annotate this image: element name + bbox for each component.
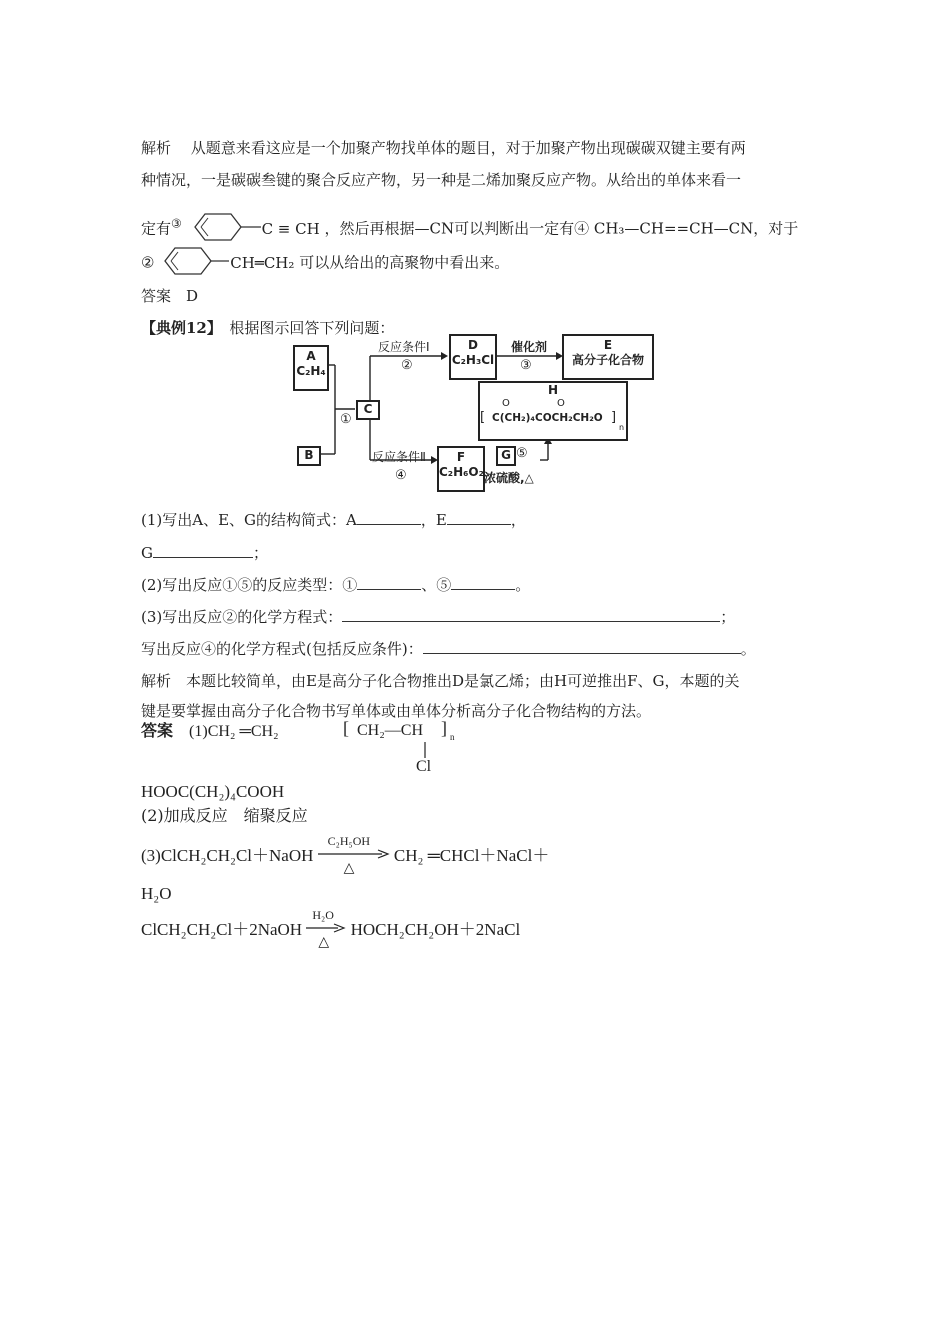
pvc-polymer: [ CH₂—CH ] n Cl	[343, 718, 455, 775]
answer1: 答案 D	[141, 287, 199, 305]
node-A: A C₂H₄	[293, 345, 329, 391]
node-F: F C₂H₆O₂	[437, 446, 485, 492]
question-3: (3)写出反应②的化学方程式： ；	[141, 608, 736, 626]
answer-blank-eq2[interactable]	[342, 607, 720, 622]
node-G: G	[496, 446, 516, 466]
node-H: H O O [ C(CH₂)₄COCH₂CH₂O ] n	[478, 381, 628, 441]
analysis1-line2: 种情况，一是碳碳叁键的聚合反应产物，另一种是二烯加聚反应产物。从给出的单体来看一	[141, 171, 742, 189]
analysis2-line1: 解析 本题比较简单，由E是高分子化合物推出D是氯乙烯；由H可逆推出F、G，本题的关	[141, 672, 740, 690]
condition-1: 反应条件Ⅰ	[378, 340, 430, 354]
question-2: (2)写出反应①⑤的反应类型：① 、⑤ 。	[141, 576, 531, 594]
step-5-label: ⑤	[516, 446, 528, 461]
reaction-arrow-1: C₂H₅OH △	[318, 847, 390, 867]
answer2-g: HOOC(CH₂)₄COOH	[141, 782, 285, 801]
diagram-connectors	[0, 0, 950, 500]
question-1: (1)写出A、E、G的结构简式：A ，E ，	[141, 511, 526, 529]
node-E: E 高分子化合物	[562, 334, 654, 380]
node-B: B	[297, 446, 321, 466]
answer2-eq1: (3)ClCH₂CH₂Cl＋NaOH C₂H₅OH △ CH₂ ═CHCl＋NaCl＋	[141, 834, 550, 877]
answer2-line1: 答案 (1)CH₂ ═CH₂	[141, 723, 279, 740]
step-2-label: ②	[401, 358, 413, 373]
answer-blank-G[interactable]	[153, 543, 253, 558]
analysis1-line3: 定有③ C ≡ CH ，然后再根据—CN可以判断出一定有④ CH₃—CH==CH—CN，对于	[141, 210, 798, 249]
catalyst-label: 催化剂	[511, 340, 548, 354]
question-4: 写出反应④的化学方程式(包括反应条件)： 。	[141, 640, 756, 658]
question-1-cont: G ；	[141, 544, 268, 562]
answer2-eq1-cont: H₂O	[141, 884, 172, 903]
example-heading: 【典例12】 根据图示回答下列问题：	[141, 319, 395, 337]
analysis-label: 解析	[141, 139, 172, 157]
condition-2: 反应条件Ⅱ	[372, 450, 426, 464]
node-D: D C₂H₃Cl	[449, 334, 497, 380]
analysis1-line4: ② CH═CH₂ 可以从给出的高聚物中看出来。	[141, 244, 509, 283]
answer-blank-type-1[interactable]	[357, 575, 421, 590]
reaction-diagram	[0, 0, 950, 500]
step-4-label: ④	[395, 468, 407, 483]
node-C: C	[356, 400, 380, 420]
acid-label: 浓硫酸,△	[484, 471, 534, 485]
answer2-types: (2)加成反应 缩聚反应	[141, 806, 308, 825]
analysis1-line1: 解析 从题意来看这应是一个加聚产物找单体的题目，对于加聚产物出现碳碳双键主要有两	[141, 139, 746, 157]
answer-blank-eq4[interactable]	[423, 639, 741, 654]
answer-blank-A[interactable]	[357, 510, 421, 525]
step-1-label: ①	[340, 412, 352, 427]
step-3-label: ③	[520, 358, 532, 373]
answer-blank-type-5[interactable]	[451, 575, 515, 590]
reaction-arrow-2: H₂O △	[306, 921, 346, 941]
analysis2-line2: 键是要掌握由高分子化合物书写单体或由单体分析高分子化合物结构的方法。	[141, 702, 652, 720]
answer2-eq2: ClCH₂CH₂Cl＋2NaOH H₂O △ HOCH₂CH₂OH＋2NaCl	[141, 908, 521, 951]
answer-blank-E[interactable]	[447, 510, 511, 525]
